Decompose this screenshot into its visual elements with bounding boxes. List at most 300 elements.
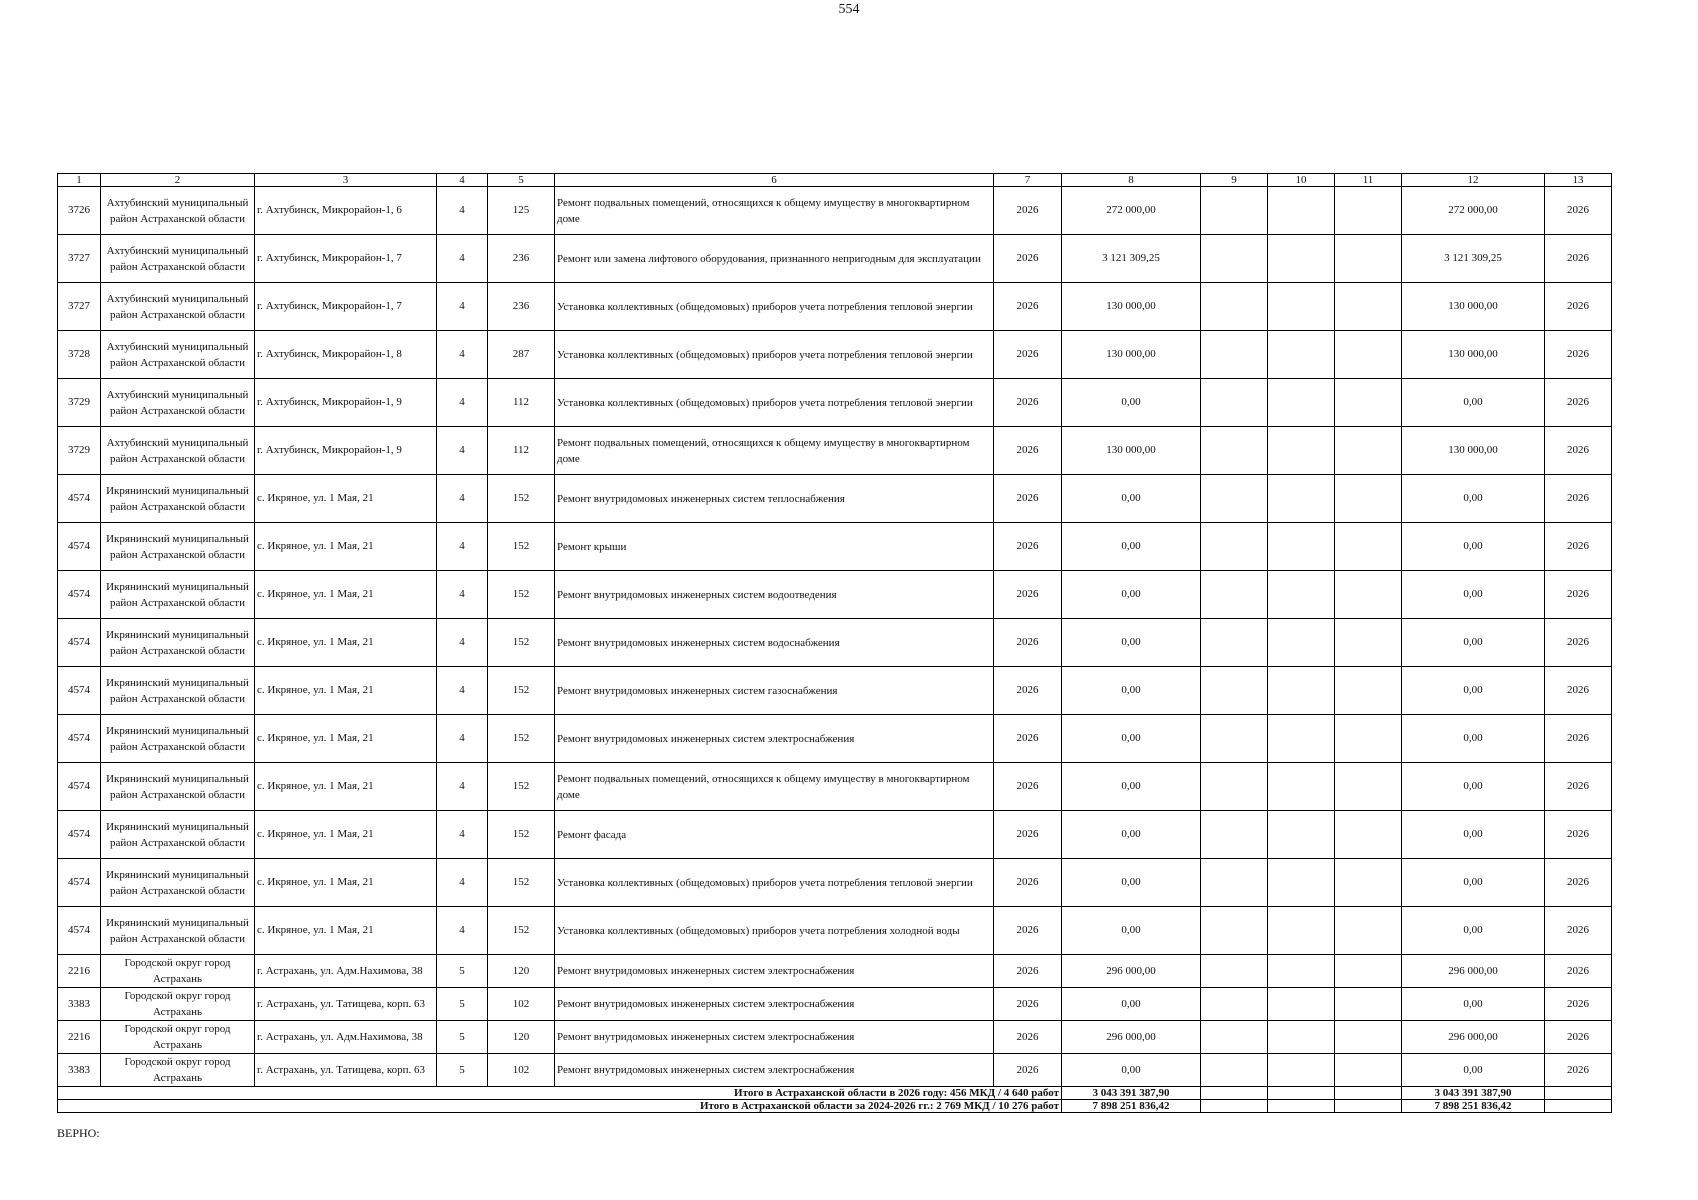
work-type: Ремонт внутридомовых инженерных систем водоотведения (555, 571, 994, 619)
cost: 0,00 (1062, 715, 1201, 763)
work-type: Ремонт внутридомовых инженерных систем электроснабжения (555, 955, 994, 988)
table-cell (1545, 1100, 1612, 1113)
cost-fund: 3 121 309,25 (1402, 235, 1545, 283)
row-id: 4574 (58, 667, 101, 715)
col-11-value (1335, 907, 1402, 955)
col-9-value (1201, 619, 1268, 667)
repair-schedule-table (57, 173, 1612, 1113)
header-cell: 2 (101, 174, 255, 187)
col-10-value (1268, 475, 1335, 523)
col-9-value (1201, 907, 1268, 955)
cost-fund: 0,00 (1402, 619, 1545, 667)
col-11-value (1335, 715, 1402, 763)
municipality: Ахтубинский муниципальный район Астраханской области (101, 235, 255, 283)
col-5-value: 152 (488, 571, 555, 619)
col-10-value (1268, 187, 1335, 235)
col-11-value (1335, 1054, 1402, 1087)
col-5-value: 152 (488, 667, 555, 715)
header-cell: 4 (437, 174, 488, 187)
completion-year: 2026 (1545, 571, 1612, 619)
col-10-value (1268, 1021, 1335, 1054)
completion-year: 2026 (1545, 763, 1612, 811)
col-11-value (1335, 667, 1402, 715)
year: 2026 (994, 187, 1062, 235)
cost-fund: 296 000,00 (1402, 955, 1545, 988)
completion-year: 2026 (1545, 331, 1612, 379)
cost: 0,00 (1062, 571, 1201, 619)
year: 2026 (994, 571, 1062, 619)
col-9-value (1201, 427, 1268, 475)
col-10-value (1268, 667, 1335, 715)
address: с. Икряное, ул. 1 Мая, 21 (255, 667, 437, 715)
year: 2026 (994, 379, 1062, 427)
col-9-value (1201, 763, 1268, 811)
address: г. Ахтубинск, Микрорайон-1, 7 (255, 283, 437, 331)
cost: 272 000,00 (1062, 187, 1201, 235)
col-9-value (1201, 955, 1268, 988)
table-row (58, 907, 1612, 955)
cost-fund: 0,00 (1402, 715, 1545, 763)
completion-year: 2026 (1545, 955, 1612, 988)
col-4-value: 4 (437, 619, 488, 667)
completion-year: 2026 (1545, 475, 1612, 523)
work-type: Ремонт подвальных помещений, относящихся к общему имуществу в многоквартирном доме (555, 763, 994, 811)
column-number-header (58, 174, 1612, 187)
row-id: 3729 (58, 427, 101, 475)
table-row (58, 1054, 1612, 1087)
completion-year: 2026 (1545, 859, 1612, 907)
cost-fund: 0,00 (1402, 571, 1545, 619)
row-id: 3727 (58, 283, 101, 331)
address: г. Ахтубинск, Микрорайон-1, 7 (255, 235, 437, 283)
cost-fund: 0,00 (1402, 475, 1545, 523)
completion-year: 2026 (1545, 379, 1612, 427)
completion-year: 2026 (1545, 715, 1612, 763)
col-5-value: 112 (488, 379, 555, 427)
total-row (58, 1100, 1612, 1113)
col-9-value (1201, 988, 1268, 1021)
col-11-value (1335, 523, 1402, 571)
header-cell: 5 (488, 174, 555, 187)
col-11-value (1335, 859, 1402, 907)
year: 2026 (994, 1021, 1062, 1054)
table-row (58, 523, 1612, 571)
year: 2026 (994, 811, 1062, 859)
table-row (58, 571, 1612, 619)
completion-year: 2026 (1545, 1021, 1612, 1054)
work-type: Ремонт крыши (555, 523, 994, 571)
completion-year: 2026 (1545, 619, 1612, 667)
year: 2026 (994, 859, 1062, 907)
completion-year: 2026 (1545, 811, 1612, 859)
col-5-value: 152 (488, 523, 555, 571)
col-10-value (1268, 859, 1335, 907)
col-5-value: 120 (488, 1021, 555, 1054)
cost: 0,00 (1062, 379, 1201, 427)
year: 2026 (994, 283, 1062, 331)
cost: 0,00 (1062, 859, 1201, 907)
col-4-value: 5 (437, 1054, 488, 1087)
year: 2026 (994, 763, 1062, 811)
cost: 296 000,00 (1062, 1021, 1201, 1054)
work-type: Ремонт внутридомовых инженерных систем электроснабжения (555, 715, 994, 763)
col-4-value: 4 (437, 571, 488, 619)
cost-fund: 130 000,00 (1402, 427, 1545, 475)
col-9-value (1201, 283, 1268, 331)
row-id: 3729 (58, 379, 101, 427)
cost-fund: 130 000,00 (1402, 331, 1545, 379)
municipality: Городской округ город Астрахань (101, 988, 255, 1021)
col-11-value (1335, 187, 1402, 235)
municipality: Икрянинский муниципальный район Астраханской области (101, 475, 255, 523)
col-10-value (1268, 619, 1335, 667)
cost-fund: 0,00 (1402, 379, 1545, 427)
work-type: Ремонт внутридомовых инженерных систем водоснабжения (555, 619, 994, 667)
work-type: Установка коллективных (общедомовых) приборов учета потребления тепловой энергии (555, 283, 994, 331)
cost: 0,00 (1062, 907, 1201, 955)
col-9-value (1201, 523, 1268, 571)
col-10-value (1268, 523, 1335, 571)
table-row (58, 475, 1612, 523)
col-10-value (1268, 955, 1335, 988)
table-cell (1201, 1087, 1268, 1100)
table-cell (1268, 1100, 1335, 1113)
work-type: Установка коллективных (общедомовых) приборов учета потребления тепловой энергии (555, 379, 994, 427)
address: с. Икряное, ул. 1 Мая, 21 (255, 571, 437, 619)
col-11-value (1335, 475, 1402, 523)
col-10-value (1268, 571, 1335, 619)
cost: 0,00 (1062, 667, 1201, 715)
municipality: Икрянинский муниципальный район Астраханской области (101, 715, 255, 763)
row-id: 3728 (58, 331, 101, 379)
total-cost-fund: 3 043 391 387,90 (1402, 1087, 1545, 1100)
row-id: 2216 (58, 1021, 101, 1054)
header-cell: 3 (255, 174, 437, 187)
year: 2026 (994, 955, 1062, 988)
table-row (58, 283, 1612, 331)
cost: 296 000,00 (1062, 955, 1201, 988)
col-11-value (1335, 811, 1402, 859)
col-4-value: 5 (437, 988, 488, 1021)
col-5-value: 152 (488, 619, 555, 667)
col-9-value (1201, 1054, 1268, 1087)
completion-year: 2026 (1545, 283, 1612, 331)
municipality: Икрянинский муниципальный район Астраханской области (101, 811, 255, 859)
work-type: Ремонт подвальных помещений, относящихся к общему имуществу в многоквартирном доме (555, 187, 994, 235)
col-5-value: 125 (488, 187, 555, 235)
col-5-value: 152 (488, 859, 555, 907)
cost-fund: 272 000,00 (1402, 187, 1545, 235)
col-9-value (1201, 1021, 1268, 1054)
row-id: 3727 (58, 235, 101, 283)
row-id: 3383 (58, 988, 101, 1021)
col-4-value: 4 (437, 859, 488, 907)
col-5-value: 102 (488, 1054, 555, 1087)
work-type: Ремонт внутридомовых инженерных систем электроснабжения (555, 988, 994, 1021)
table-cell (1335, 1100, 1402, 1113)
col-5-value: 152 (488, 811, 555, 859)
col-11-value (1335, 955, 1402, 988)
header-cell: 7 (994, 174, 1062, 187)
header-cell: 8 (1062, 174, 1201, 187)
col-4-value: 4 (437, 475, 488, 523)
cost-fund: 130 000,00 (1402, 283, 1545, 331)
header-cell: 9 (1201, 174, 1268, 187)
col-10-value (1268, 907, 1335, 955)
address: г. Ахтубинск, Микрорайон-1, 8 (255, 331, 437, 379)
cost-fund: 0,00 (1402, 811, 1545, 859)
col-4-value: 4 (437, 667, 488, 715)
col-5-value: 236 (488, 283, 555, 331)
col-11-value (1335, 571, 1402, 619)
col-4-value: 4 (437, 283, 488, 331)
col-10-value (1268, 1054, 1335, 1087)
cost: 0,00 (1062, 811, 1201, 859)
row-id: 2216 (58, 955, 101, 988)
completion-year: 2026 (1545, 523, 1612, 571)
year: 2026 (994, 427, 1062, 475)
col-9-value (1201, 667, 1268, 715)
table-row (58, 859, 1612, 907)
col-9-value (1201, 379, 1268, 427)
year: 2026 (994, 907, 1062, 955)
table-cell (1545, 1087, 1612, 1100)
table-row (58, 988, 1612, 1021)
cost: 0,00 (1062, 523, 1201, 571)
address: г. Ахтубинск, Микрорайон-1, 9 (255, 427, 437, 475)
table-cell (1201, 1100, 1268, 1113)
table-row (58, 379, 1612, 427)
cost-fund: 0,00 (1402, 763, 1545, 811)
table-row (58, 427, 1612, 475)
col-11-value (1335, 427, 1402, 475)
municipality: Ахтубинский муниципальный район Астраханской области (101, 283, 255, 331)
col-9-value (1201, 859, 1268, 907)
address: с. Икряное, ул. 1 Мая, 21 (255, 763, 437, 811)
year: 2026 (994, 667, 1062, 715)
row-id: 4574 (58, 715, 101, 763)
year: 2026 (994, 988, 1062, 1021)
address: с. Икряное, ул. 1 Мая, 21 (255, 523, 437, 571)
cost-fund: 0,00 (1402, 988, 1545, 1021)
header-cell: 13 (1545, 174, 1612, 187)
address: с. Икряное, ул. 1 Мая, 21 (255, 811, 437, 859)
cost-fund: 0,00 (1402, 859, 1545, 907)
col-5-value: 102 (488, 988, 555, 1021)
col-9-value (1201, 187, 1268, 235)
col-4-value: 4 (437, 187, 488, 235)
col-4-value: 4 (437, 907, 488, 955)
row-id: 4574 (58, 763, 101, 811)
col-5-value: 236 (488, 235, 555, 283)
work-type: Ремонт подвальных помещений, относящихся к общему имуществу в многоквартирном доме (555, 427, 994, 475)
col-11-value (1335, 379, 1402, 427)
col-11-value (1335, 988, 1402, 1021)
address: с. Икряное, ул. 1 Мая, 21 (255, 859, 437, 907)
cost: 0,00 (1062, 763, 1201, 811)
row-id: 4574 (58, 475, 101, 523)
total-row (58, 1087, 1612, 1100)
col-5-value: 120 (488, 955, 555, 988)
completion-year: 2026 (1545, 1054, 1612, 1087)
table-cell (1268, 1087, 1335, 1100)
col-10-value (1268, 379, 1335, 427)
work-type: Установка коллективных (общедомовых) приборов учета потребления тепловой энергии (555, 859, 994, 907)
municipality: Икрянинский муниципальный район Астраханской области (101, 523, 255, 571)
address: г. Астрахань, ул. Адм.Нахимова, 38 (255, 1021, 437, 1054)
municipality: Ахтубинский муниципальный район Астраханской области (101, 427, 255, 475)
col-10-value (1268, 283, 1335, 331)
completion-year: 2026 (1545, 427, 1612, 475)
col-4-value: 4 (437, 331, 488, 379)
col-10-value (1268, 715, 1335, 763)
address: г. Астрахань, ул. Татищева, корп. 63 (255, 1054, 437, 1087)
col-5-value: 287 (488, 331, 555, 379)
table-row (58, 715, 1612, 763)
col-4-value: 4 (437, 523, 488, 571)
page-number: 554 (838, 2, 860, 17)
col-9-value (1201, 235, 1268, 283)
cost: 130 000,00 (1062, 331, 1201, 379)
completion-year: 2026 (1545, 235, 1612, 283)
col-9-value (1201, 475, 1268, 523)
row-id: 4574 (58, 619, 101, 667)
col-11-value (1335, 331, 1402, 379)
col-10-value (1268, 763, 1335, 811)
address: г. Астрахань, ул. Татищева, корп. 63 (255, 988, 437, 1021)
cost: 0,00 (1062, 619, 1201, 667)
cost: 130 000,00 (1062, 283, 1201, 331)
row-id: 4574 (58, 571, 101, 619)
address: г. Астрахань, ул. Адм.Нахимова, 38 (255, 955, 437, 988)
col-4-value: 4 (437, 811, 488, 859)
col-4-value: 5 (437, 1021, 488, 1054)
table-row (58, 1021, 1612, 1054)
table-row (58, 187, 1612, 235)
address: с. Икряное, ул. 1 Мая, 21 (255, 715, 437, 763)
col-10-value (1268, 427, 1335, 475)
year: 2026 (994, 1054, 1062, 1087)
col-11-value (1335, 763, 1402, 811)
work-type: Ремонт или замена лифтового оборудования, признанного непригодным для эксплуатации (555, 235, 994, 283)
municipality: Икрянинский муниципальный район Астраханской области (101, 859, 255, 907)
table-row (58, 811, 1612, 859)
col-10-value (1268, 811, 1335, 859)
col-10-value (1268, 988, 1335, 1021)
table-row (58, 667, 1612, 715)
work-type: Установка коллективных (общедомовых) приборов учета потребления тепловой энергии (555, 331, 994, 379)
table-row (58, 619, 1612, 667)
address: г. Ахтубинск, Микрорайон-1, 6 (255, 187, 437, 235)
table-row (58, 235, 1612, 283)
year: 2026 (994, 715, 1062, 763)
col-10-value (1268, 235, 1335, 283)
table-cell (1335, 1087, 1402, 1100)
header-cell: 11 (1335, 174, 1402, 187)
row-id: 4574 (58, 907, 101, 955)
col-5-value: 112 (488, 427, 555, 475)
address: с. Икряное, ул. 1 Мая, 21 (255, 619, 437, 667)
work-type: Ремонт внутридомовых инженерных систем газоснабжения (555, 667, 994, 715)
municipality: Городской округ город Астрахань (101, 1054, 255, 1087)
col-9-value (1201, 811, 1268, 859)
work-type: Установка коллективных (общедомовых) приборов учета потребления холодной воды (555, 907, 994, 955)
header-cell: 1 (58, 174, 101, 187)
year: 2026 (994, 619, 1062, 667)
col-9-value (1201, 571, 1268, 619)
row-id: 3726 (58, 187, 101, 235)
municipality: Городской округ город Астрахань (101, 1021, 255, 1054)
col-11-value (1335, 1021, 1402, 1054)
col-5-value: 152 (488, 763, 555, 811)
header-cell: 6 (555, 174, 994, 187)
col-4-value: 5 (437, 955, 488, 988)
footer-verno: ВЕРНО: (57, 1126, 100, 1140)
cost: 3 121 309,25 (1062, 235, 1201, 283)
municipality: Икрянинский муниципальный район Астраханской области (101, 571, 255, 619)
total-label: Итого в Астраханской области за 2024-2026 гг.: 2 769 МКД / 10 276 работ (58, 1100, 1062, 1113)
cost: 0,00 (1062, 1054, 1201, 1087)
row-id: 4574 (58, 811, 101, 859)
municipality: Ахтубинский муниципальный район Астраханской области (101, 379, 255, 427)
col-11-value (1335, 283, 1402, 331)
year: 2026 (994, 523, 1062, 571)
col-4-value: 4 (437, 763, 488, 811)
cost-fund: 0,00 (1402, 1054, 1545, 1087)
cost-fund: 0,00 (1402, 523, 1545, 571)
municipality: Городской округ город Астрахань (101, 955, 255, 988)
municipality: Икрянинский муниципальный район Астраханской области (101, 763, 255, 811)
col-11-value (1335, 235, 1402, 283)
cost: 0,00 (1062, 988, 1201, 1021)
header-cell: 10 (1268, 174, 1335, 187)
municipality: Ахтубинский муниципальный район Астраханской области (101, 331, 255, 379)
total-label: Итого в Астраханской области в 2026 году: 456 МКД / 4 640 работ (58, 1087, 1062, 1100)
col-4-value: 4 (437, 235, 488, 283)
cost-fund: 296 000,00 (1402, 1021, 1545, 1054)
total-cost: 3 043 391 387,90 (1062, 1087, 1201, 1100)
address: с. Икряное, ул. 1 Мая, 21 (255, 475, 437, 523)
col-5-value: 152 (488, 475, 555, 523)
row-id: 3383 (58, 1054, 101, 1087)
work-type: Ремонт внутридомовых инженерных систем электроснабжения (555, 1021, 994, 1054)
municipality: Ахтубинский муниципальный район Астраханской области (101, 187, 255, 235)
work-type: Ремонт фасада (555, 811, 994, 859)
cost-fund: 0,00 (1402, 667, 1545, 715)
row-id: 4574 (58, 523, 101, 571)
total-cost: 7 898 251 836,42 (1062, 1100, 1201, 1113)
municipality: Икрянинский муниципальный район Астраханской области (101, 907, 255, 955)
col-5-value: 152 (488, 715, 555, 763)
col-11-value (1335, 619, 1402, 667)
col-9-value (1201, 331, 1268, 379)
address: г. Ахтубинск, Микрорайон-1, 9 (255, 379, 437, 427)
work-type: Ремонт внутридомовых инженерных систем электроснабжения (555, 1054, 994, 1087)
table-row (58, 955, 1612, 988)
cost: 130 000,00 (1062, 427, 1201, 475)
completion-year: 2026 (1545, 907, 1612, 955)
col-4-value: 4 (437, 715, 488, 763)
col-4-value: 4 (437, 427, 488, 475)
year: 2026 (994, 475, 1062, 523)
table-row (58, 331, 1612, 379)
col-4-value: 4 (437, 379, 488, 427)
cost: 0,00 (1062, 475, 1201, 523)
col-9-value (1201, 715, 1268, 763)
total-cost-fund: 7 898 251 836,42 (1402, 1100, 1545, 1113)
table-row (58, 763, 1612, 811)
address: с. Икряное, ул. 1 Мая, 21 (255, 907, 437, 955)
